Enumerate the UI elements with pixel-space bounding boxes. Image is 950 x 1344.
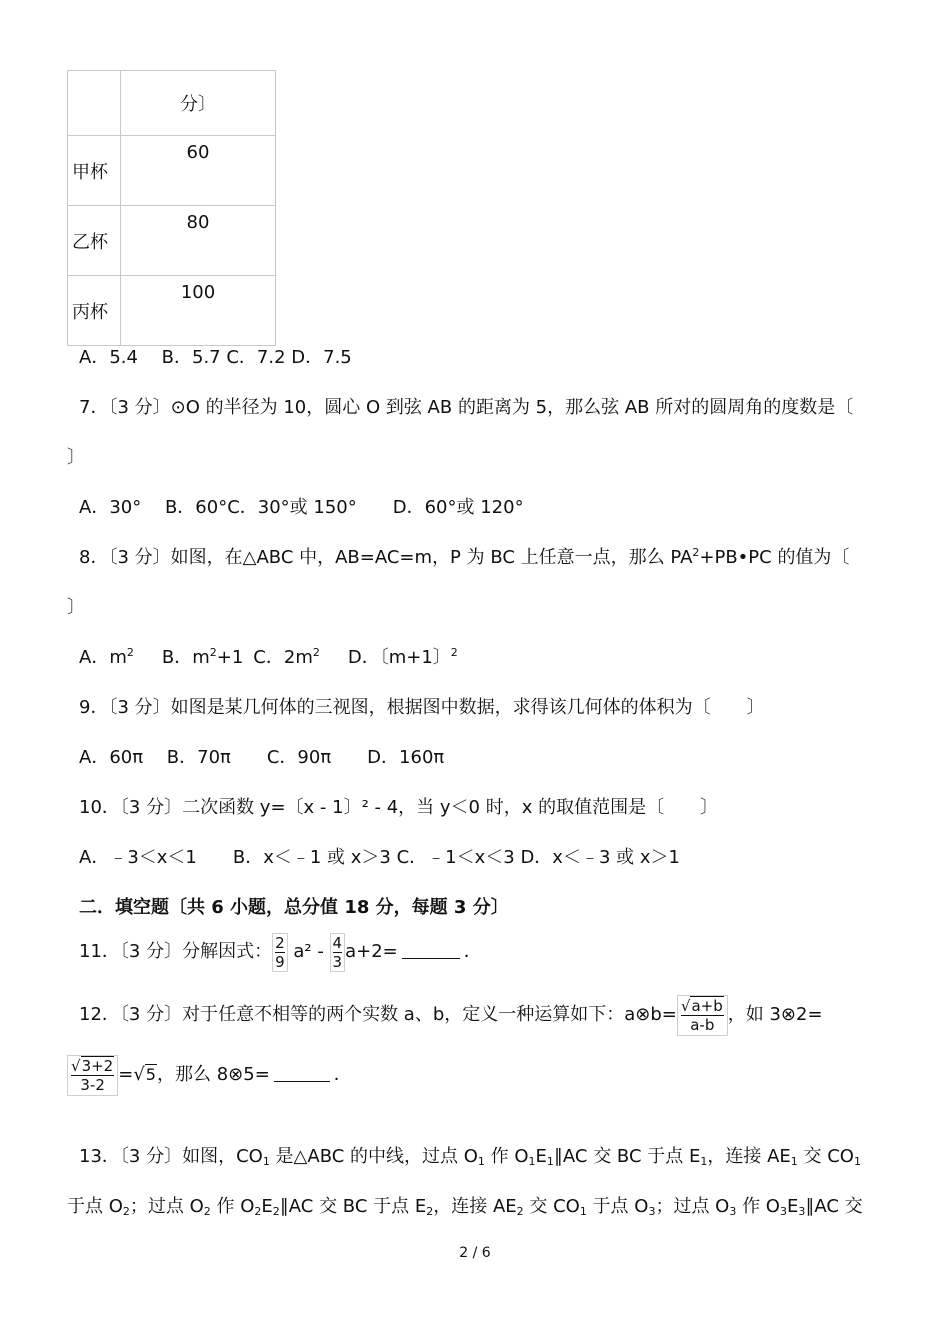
q8-sup: 2 xyxy=(126,646,134,659)
q8-stem-b: +PB•PC 的值为〔 xyxy=(699,547,850,568)
q8-opt-a: A．m xyxy=(79,647,127,668)
subscript: 3 xyxy=(798,1205,806,1218)
q11-prefix: 11．〔3 分〕分解因式： xyxy=(79,941,273,962)
subscript: 1 xyxy=(477,1155,485,1168)
q7-stem: 7．〔3 分〕⊙O 的半径为 10，圆心 O 到弦 AB 的距离为 5，那么弦 AB 所对的圆周角的度数是〔 xyxy=(79,397,854,418)
subscript: 1 xyxy=(700,1155,708,1168)
q7-options: A．30° B．60°C．30°或 150° D．60°或 120° xyxy=(79,497,524,518)
subscript: 2 xyxy=(272,1205,280,1218)
q12-answer-blank[interactable] xyxy=(274,1065,330,1082)
q8-opt-b: B．m xyxy=(161,647,210,668)
q13-text: 交 CO xyxy=(797,1146,854,1167)
q11-fraction-2: $\frac{4}{3}$ xyxy=(330,933,346,972)
q13-line1 xyxy=(79,1142,861,1168)
q12-fraction: $\frac{√a+b}{a-b}$ xyxy=(677,995,728,1036)
q13-text: 于点 O xyxy=(586,1196,649,1217)
q13-text: ，连接 AE xyxy=(433,1196,517,1217)
q13-text: 作 O xyxy=(210,1196,255,1217)
table-row-label: 甲杯 xyxy=(68,136,121,206)
q8-opt-b-tail: +1 xyxy=(216,647,244,668)
q13-text: ∥AC 交 xyxy=(805,1196,863,1217)
q10-options: A．﹣3＜x＜1 B．x＜﹣1 或 x＞3 C．﹣1＜x＜3 D．x＜﹣3 或 x＞1 xyxy=(79,847,680,868)
q13-text: 作 O xyxy=(484,1146,529,1167)
q13-text: E xyxy=(261,1196,273,1217)
q12-prefix: 12．〔3 分〕对于任意不相等的两个实数 a、b，定义一种运算如下：a⊗b= xyxy=(79,1004,677,1025)
q10-stem: 10．〔3 分〕二次函数 y=〔x - 1〕² - 4，当 y＜0 时，x 的取值范围是〔 〕 xyxy=(79,797,719,818)
subscript: 3 xyxy=(729,1205,737,1218)
q8-stem xyxy=(79,543,849,569)
page-number: 2 / 6 xyxy=(459,1245,491,1261)
table-row-label: 丙杯 xyxy=(68,276,121,346)
table-header-cell: 分〕 xyxy=(121,71,276,136)
q13-text: 作 O xyxy=(736,1196,780,1217)
q13-text: 13．〔3 分〕如图，CO xyxy=(79,1146,263,1167)
q13-text: 于点 O xyxy=(67,1196,123,1217)
score-table xyxy=(67,70,276,346)
subscript: 2 xyxy=(254,1205,262,1218)
subscript: 1 xyxy=(790,1155,798,1168)
subscript: 1 xyxy=(546,1155,554,1168)
subscript: 1 xyxy=(262,1155,270,1168)
q11-tail: a+2= xyxy=(345,941,398,962)
q13-text: ∥AC 交 BC 于点 E xyxy=(279,1196,427,1217)
q8-opt-d: D．〔m+1〕 xyxy=(347,647,451,668)
q8-stem-end: 〕 xyxy=(67,597,85,618)
q8-sup: 2 xyxy=(312,646,320,659)
table-corner-cell xyxy=(68,71,121,136)
q13-text: E xyxy=(535,1146,547,1167)
q12-line2: $\frac{√3+2}{3-2}$ =√5，那么 8⊗5= ． xyxy=(67,1050,352,1100)
q11 xyxy=(79,930,482,974)
table-row-value: 80 xyxy=(121,206,276,276)
q9-stem: 9．〔3 分〕如图是某几何体的三视图，根据图中数据，求得该几何体的体积为〔 〕 xyxy=(79,697,765,718)
subscript: 3 xyxy=(648,1205,656,1218)
q7-stem-end: 〕 xyxy=(67,447,85,468)
q6-options: A．5.4 B．5.7 C．7.2 D．7.5 xyxy=(79,347,352,368)
q13-text: 是△ABC 的中线，过点 O xyxy=(269,1146,478,1167)
table-row-label: 乙杯 xyxy=(68,206,121,276)
q13-text: E xyxy=(786,1196,799,1217)
q13-text: ；过点 O xyxy=(129,1196,204,1217)
section-heading: 二．填空题〔共 6 小题，总分值 18 分，每题 3 分〕 xyxy=(79,897,509,918)
q8-stem-a: 8．〔3 分〕如图，在△ABC 中，AB=AC=m，P 为 BC 上任意一点，那么 PA xyxy=(79,547,693,568)
subscript: 2 xyxy=(203,1205,211,1218)
subscript: 2 xyxy=(426,1205,434,1218)
table-row-value: 60 xyxy=(121,136,276,206)
q13-text: ∥AC 交 BC 于点 E xyxy=(553,1146,701,1167)
q11-mid: a² - xyxy=(293,941,330,962)
q12-end: ． xyxy=(333,1064,352,1085)
subscript: 1 xyxy=(528,1155,536,1168)
q8-sup: 2 xyxy=(692,546,700,559)
subscript: 3 xyxy=(779,1205,787,1218)
q12-equals: = xyxy=(118,1064,134,1085)
q8-sup: 2 xyxy=(209,646,217,659)
subscript: 2 xyxy=(122,1205,130,1218)
q12-mid: ，如 3⊗2= xyxy=(727,1004,823,1025)
q11-fraction-1: $\frac{2}{9}$ xyxy=(272,933,288,972)
q8-sup: 2 xyxy=(450,646,458,659)
table-row-value: 100 xyxy=(121,276,276,346)
subscript: 1 xyxy=(853,1155,861,1168)
q13-text: 交 CO xyxy=(523,1196,580,1217)
q9-options: A．60π B．70π C．90π D．160π xyxy=(79,747,445,768)
q12-example-fraction: $\frac{√3+2}{3-2}$ xyxy=(67,1055,118,1096)
q11-answer-blank[interactable] xyxy=(402,942,460,959)
q13-text: ，连接 AE xyxy=(707,1146,791,1167)
q11-end: ． xyxy=(463,941,482,962)
subscript: 2 xyxy=(516,1205,524,1218)
q12-tail: ，那么 8⊗5= xyxy=(156,1064,270,1085)
q12 xyxy=(79,990,823,1040)
subscript: 1 xyxy=(579,1205,587,1218)
q13-text: ；过点 O xyxy=(655,1196,730,1217)
q12-root5: 5 xyxy=(145,1065,156,1084)
q13-line2 xyxy=(67,1192,863,1218)
q8-options xyxy=(79,643,458,669)
q8-opt-c: C．2m xyxy=(253,647,313,668)
